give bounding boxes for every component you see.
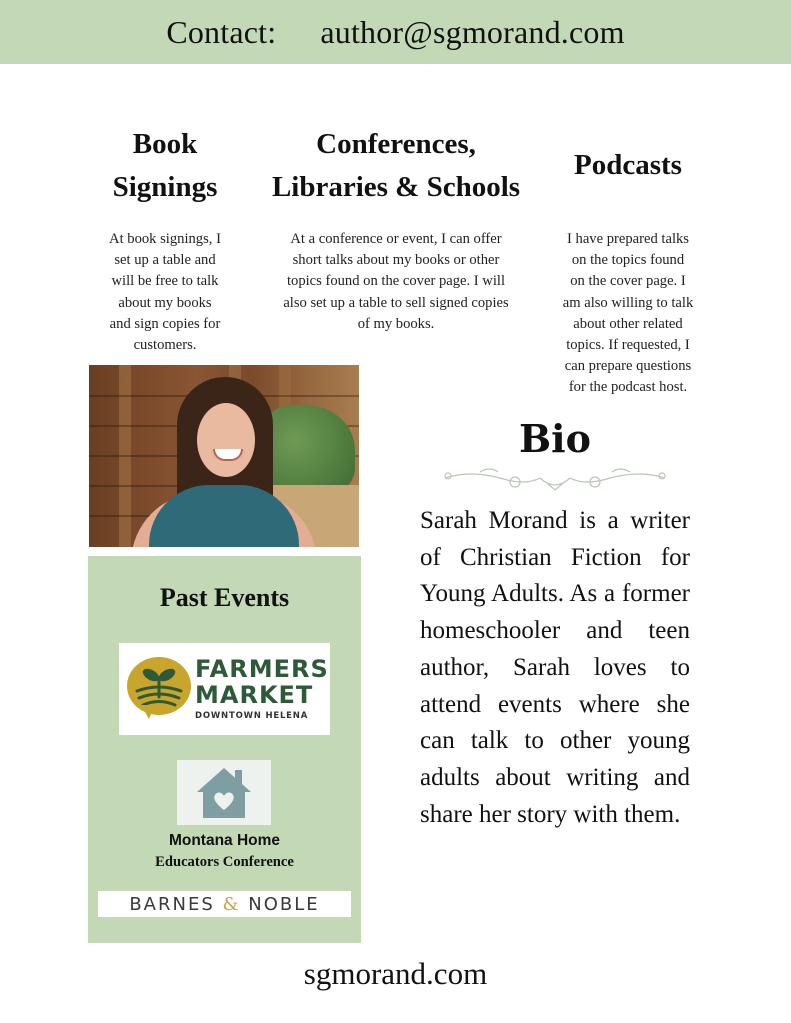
downtown-helena-text: DOWNTOWN HELENA (195, 711, 309, 721)
contact-label: Contact: (166, 13, 277, 50)
service-description (92, 229, 238, 356)
text-line: customers. (133, 337, 197, 354)
website-link[interactable]: sgmorand.com (303, 956, 488, 991)
text-line: of my books. (357, 315, 435, 332)
past-events-panel (88, 556, 361, 943)
text-line: topics found on the cover page. I will (286, 273, 506, 290)
text-line: short talks about my books or other (292, 252, 500, 269)
service-book-signings (92, 123, 238, 356)
text-line: At a conference or event, I can offer (290, 231, 502, 247)
text-line: am also willing to talk (562, 294, 694, 311)
text-line: on the topics found (571, 252, 685, 269)
market-word: MARKET (195, 681, 314, 709)
barnes-word: BARNES (129, 894, 215, 915)
text-line: for the podcast host. (568, 379, 688, 396)
text-line: topics. If requested, I (566, 337, 690, 354)
speech-bubble-icon (127, 657, 191, 715)
face (197, 403, 255, 477)
text-line: about my books (118, 294, 212, 311)
educators-conference-title: Educators Conference (155, 854, 294, 870)
text-line: set up a table and (114, 252, 216, 269)
service-description (548, 229, 708, 399)
bio-heading: Bio (519, 416, 591, 461)
service-title-line: Podcasts (574, 149, 682, 181)
noble-word: NOBLE (248, 894, 320, 915)
contact-email-link[interactable]: author@sgmorand.com (320, 13, 625, 50)
sprout-icon (127, 657, 191, 715)
text-line: will be free to talk (111, 273, 219, 290)
text-line: At book signings, I (109, 231, 221, 247)
service-title-line: Conferences, (316, 128, 476, 160)
text-line: on the cover page. I (570, 273, 686, 290)
farmers-market-logo (119, 643, 330, 735)
home-educators-logo (177, 760, 271, 825)
service-title-line: Book (132, 128, 198, 160)
service-title-line: Libraries & Schools (271, 171, 521, 203)
ampersand: & (222, 894, 241, 915)
service-title (548, 144, 708, 187)
text-line: about other related (573, 315, 683, 332)
montana-home-title: Montana Home (168, 832, 281, 849)
author-photo (89, 365, 359, 547)
service-title-line: Signings (112, 171, 218, 203)
text-line: also set up a table to sell signed copies (283, 294, 509, 311)
contact-banner (0, 0, 791, 64)
service-title (262, 123, 530, 209)
bio-text: Sarah Morand is a writer of Christian Fiction for Young Adults. As a former homeschooler and teen author, Sarah loves to attend events where she can talk to other young adults about writing and share her story with them. (420, 507, 690, 828)
service-podcasts (548, 144, 708, 399)
flourish-divider-icon (440, 464, 670, 494)
service-title (92, 123, 238, 209)
barnes-noble-logo (98, 891, 351, 917)
text-line: and sign copies for (109, 315, 221, 332)
service-description (262, 229, 530, 335)
past-events-heading: Past Events (159, 583, 290, 612)
service-conferences (262, 123, 530, 335)
house-heart-icon (177, 760, 271, 825)
text-line: can prepare questions (564, 358, 692, 375)
farmers-word: FARMERS (195, 655, 329, 683)
text-line: I have prepared talks (567, 231, 689, 247)
